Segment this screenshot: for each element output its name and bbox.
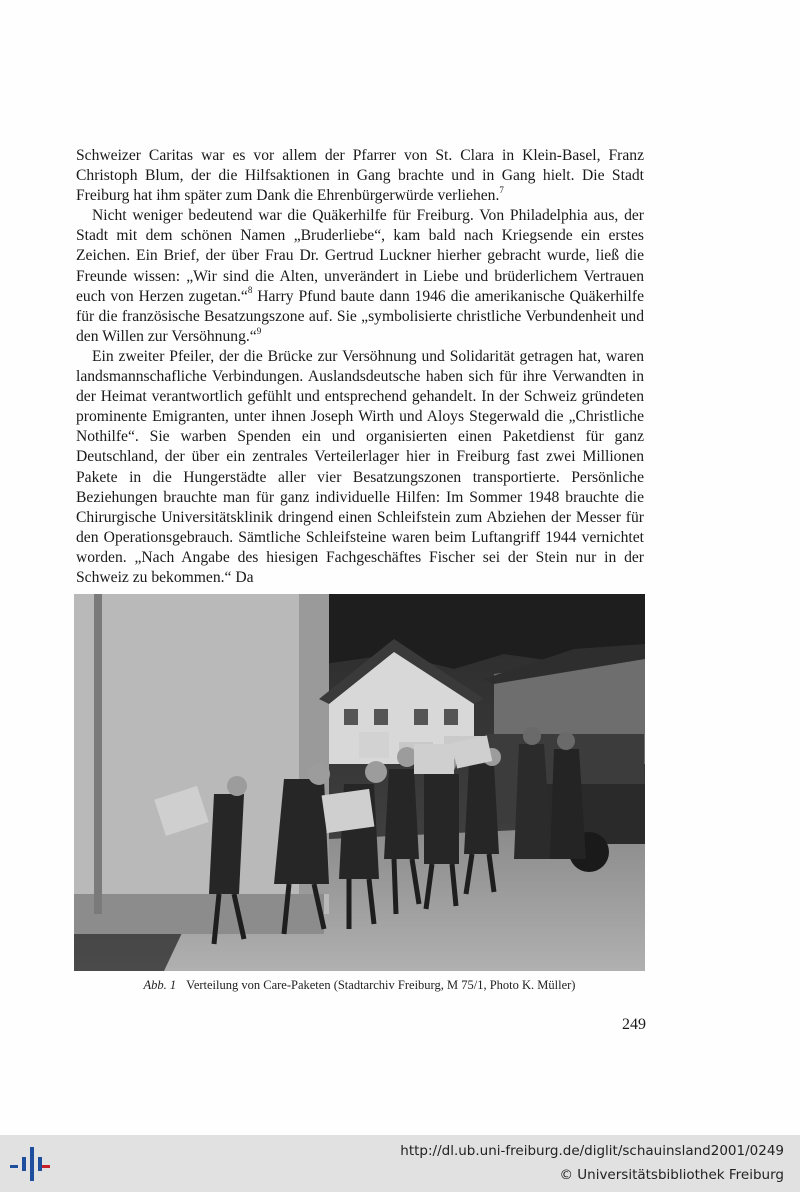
figure-caption — [74, 978, 645, 993]
footnote-ref-7[interactable]: 7 — [499, 185, 504, 195]
page-number: 249 — [622, 1016, 646, 1033]
body-text — [76, 146, 644, 588]
source-url-link[interactable]: http://dl.ub.uni-freiburg.de/diglit/schauinsland2001/0249 — [400, 1143, 784, 1159]
figure-label: Abb. 1 — [143, 978, 177, 992]
copyright-notice: © Universitätsbibliothek Freiburg — [559, 1167, 784, 1183]
paragraph-1: Schweizer Caritas war es vor allem der Pfarrer von St. Clara in Klein-Basel, Franz Christoph Blum, der die Hilfsaktionen in Gang brachte und in Gang hielt. Die Stadt Freiburg hat ihm später zum Dank die Ehrenbürgerwürde verliehen.$^7$ — [76, 147, 644, 205]
historical-photo — [74, 594, 645, 971]
footnote-ref-9[interactable]: 9 — [256, 325, 262, 336]
ub-freiburg-logo-icon — [10, 1147, 50, 1181]
caption-text: Verteilung von Care-Paketen (Stadtarchiv Freiburg, M 75/1, Photo K. Müller) — [186, 978, 576, 992]
footer-bar — [0, 1135, 800, 1192]
paragraph-3: Ein zweiter Pfeiler, der die Brücke zur Versöhnung und Solidarität getragen hat, waren landsmannschafliche Verbindungen. Auslandsdeutsche haben sich für ihre Verwandten in der Heimat verantwortlich gefühlt und entsprechend gehandelt. In der Schweiz gründeten prominente Emigranten, unter ihnen Joseph Wirth und Aloys Stegerwald die „Christliche Nothilfe“. Sie warben Spenden ein und organisierten einen Paketdienst für ganz Deutschland, der über ein zentrales Verteilerlager hier in Freiburg fast zwei Millionen Pakete in die Hungerstädte aller vier Besatzungszonen transportierte. Persönliche Beziehungen brauchte man für ganz individuelle Hilfen: Im Sommer 1948 brauchte die Chirurgische Universitätsklinik dringend einen Schleifstein zum Abziehen der Messer für den Operationsgebrauch. Sämtliche Schleifsteine waren beim Luftangriff 1944 vernichtet worden. „Nach Angabe des hiesigen Fachgeschäftes Fischer sei der Stein nur in der Schweiz zu bekommen.“ Da — [76, 347, 644, 586]
paragraph-2: Nicht weniger bedeutend war die Quäkerhilfe für Freiburg. Von Philadelphia aus, der Stadt mit dem schönen Namen „Bruderliebe“, kam bald nach Kriegsende ein erstes Zeichen. Ein Brief, der über Frau Dr. Gertrud Luckner hierher gebracht wurde, ließ die Freunde wissen: „Wir sind die Alten, unverändert in Liebe und brüderlichem Vertrauen euch von Herzen zugetan.“$^8$ Harry Pfund baute dann 1946 die amerikanische Quäkerhilfe für die französische Besatzungszone auf. Sie „symbolisierte christliche Verbundenheit und den Willen zur Versöhnung.“$^9$ — [76, 207, 644, 345]
footnote-ref-8[interactable]: 8 — [247, 285, 253, 296]
